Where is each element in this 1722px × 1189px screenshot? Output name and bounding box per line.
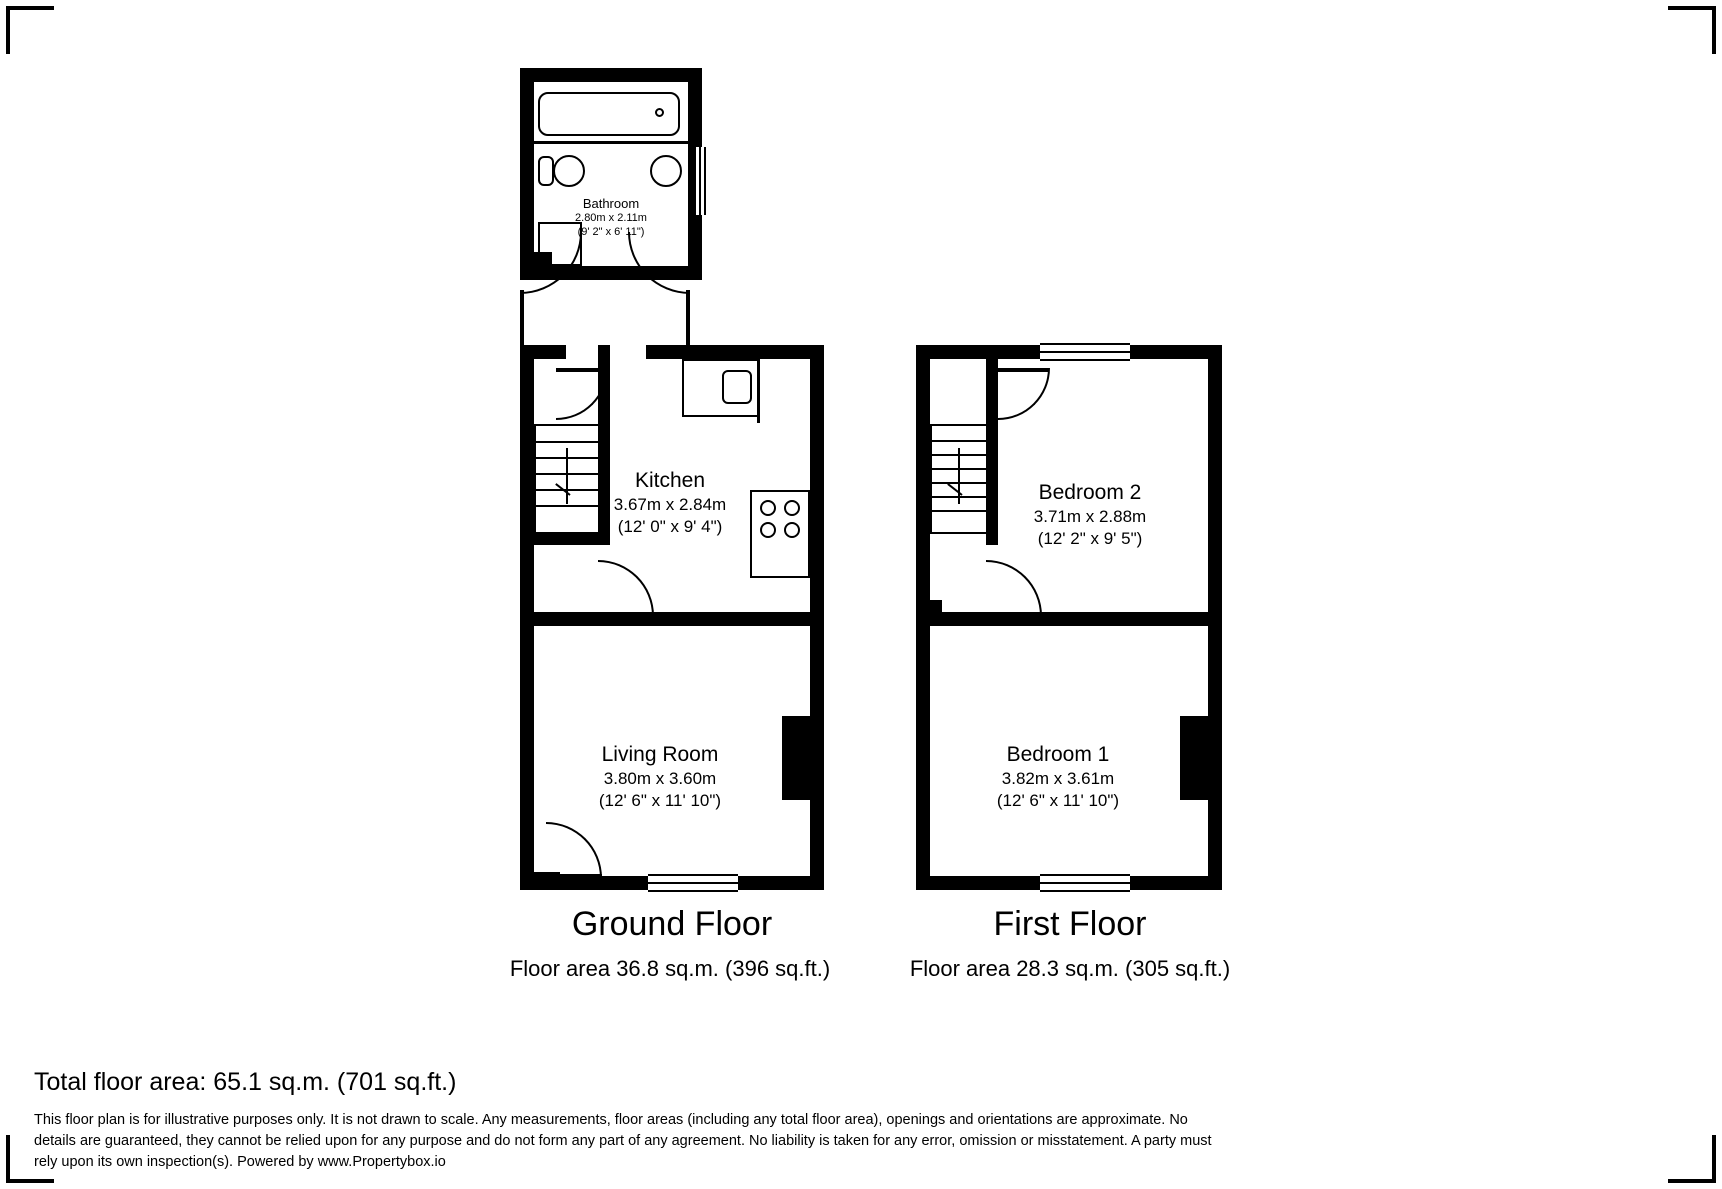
bedroom-1-door [986, 560, 1042, 616]
ground-floor-area: Floor area 36.8 sq.m. (396 sq.ft.) [509, 956, 831, 981]
living-room-name: Living Room [601, 743, 719, 766]
bedroom-1-name: Bedroom 1 [1006, 743, 1110, 766]
disclaimer-text: This floor plan is for illustrative purposes only. It is not drawn to scale. Any measurements, floor areas (including any total floor area), openings and orientations are approximate. No details are guaranteed, they cannot be relied upon for any purpose and do not form any part of any agreement. No liability is taken for any error, omission or misstatement. A party must rely upon its own inspection(s). Powered by www.Propertybox.io [34, 1112, 1212, 1171]
total-floor-area: Total floor area: 65.1 sq.m. (701 sq.ft.) [34, 1068, 457, 1096]
bedroom-2-label [990, 480, 1190, 549]
bedroom-divider-wall [916, 612, 1222, 626]
bathroom-dim-imperial: (9' 2" x 6' 11") [577, 226, 645, 238]
first-floor-title: First Floor [993, 905, 1147, 943]
living-room-dim-metric: 3.80m x 3.60m [603, 769, 717, 789]
bedroom-2-dim-metric: 3.71m x 2.88m [1033, 507, 1147, 527]
bedroom-2-door [998, 368, 1050, 420]
crop-mark-bottom-right [1668, 1135, 1716, 1183]
bedroom-2-window [1040, 343, 1130, 361]
bathroom-dim-metric: 2.80m x 2.11m [575, 212, 647, 225]
kitchen-name: Kitchen [634, 469, 706, 492]
bedroom-1-label [958, 742, 1158, 811]
bedroom-1-window [1040, 874, 1130, 892]
landing-wall-lower [930, 600, 942, 626]
bathroom-name: Bathroom [582, 196, 640, 211]
bedroom-2-dim-imperial: (12' 2" x 9' 5") [1037, 528, 1143, 548]
living-room-dim-imperial: (12' 6" x 11' 10") [598, 790, 722, 810]
ground-floor-title: Ground Floor [571, 905, 773, 943]
bedroom-1-chimney-breast [1180, 716, 1210, 800]
crop-mark-top-right [1668, 6, 1716, 54]
first-floor-area: Floor area 28.3 sq.m. (305 sq.ft.) [909, 956, 1231, 981]
bedroom-1-dim-imperial: (12' 6" x 11' 10") [996, 790, 1120, 810]
bedroom-1-dim-metric: 3.82m x 3.61m [1001, 769, 1115, 789]
kitchen-dim-metric: 3.67m x 2.84m [613, 495, 727, 515]
bedroom-2-name: Bedroom 2 [1038, 481, 1142, 504]
kitchen-dim-imperial: (12' 0" x 9' 4") [617, 516, 723, 536]
first-stairs-direction-arrow [958, 448, 960, 504]
